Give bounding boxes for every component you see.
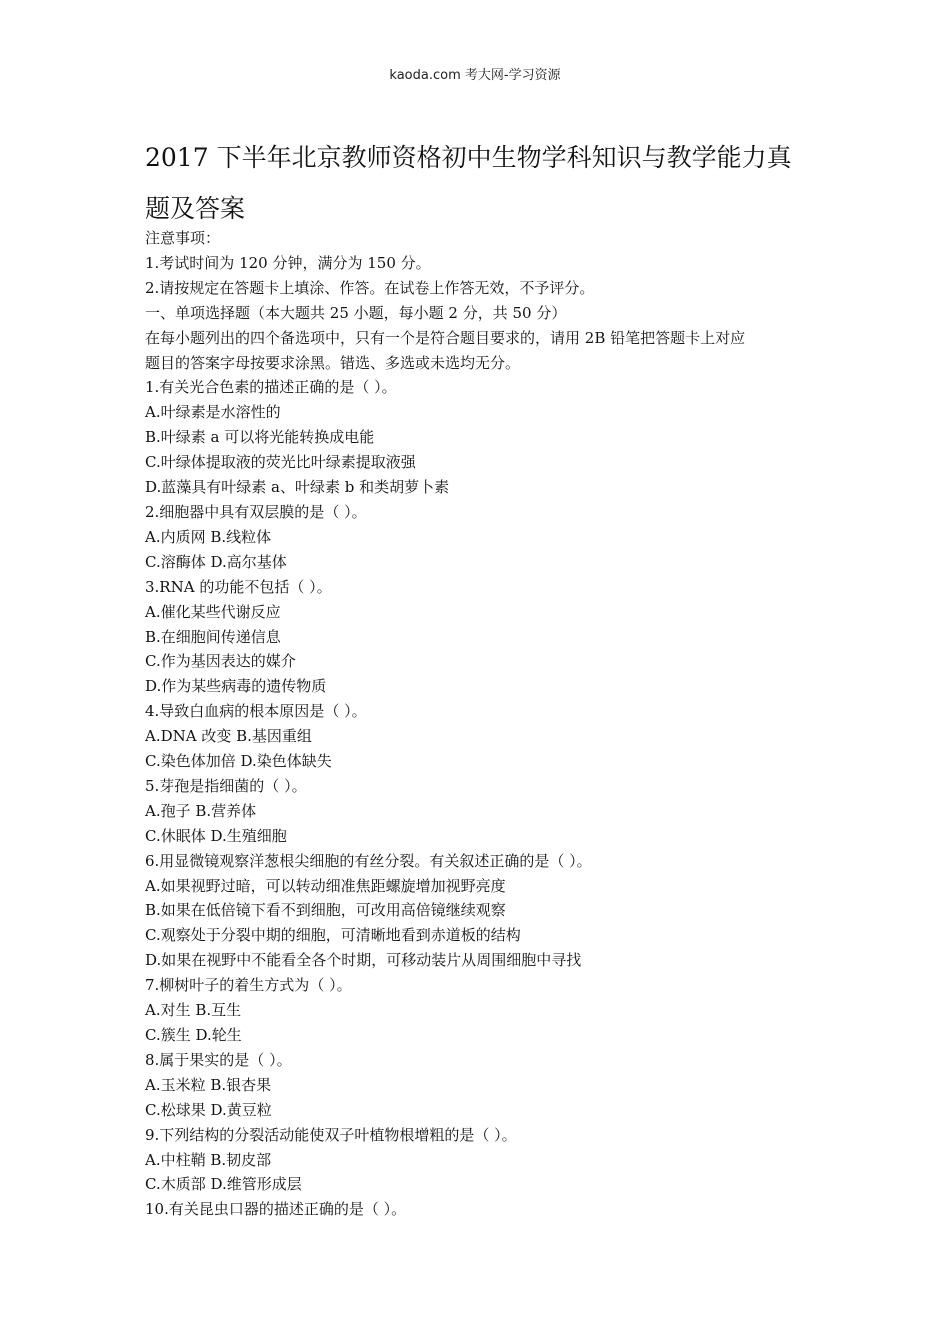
text-line: B.在细胞间传递信息	[145, 627, 281, 646]
text-line: 10.有关昆虫口器的描述正确的是（ ）。	[145, 1200, 407, 1219]
text-line: 4.导致白血病的根本原因是（ ）。	[145, 702, 367, 721]
text-line: D.蓝藻具有叶绿素 a、叶绿素 b 和类胡萝卜素	[145, 478, 450, 497]
text-line: 6.用显微镜观察洋葱根尖细胞的有丝分裂。有关叙述正确的是（ ）。	[145, 851, 592, 870]
text-line: A.内质网 B.线粒体	[145, 527, 272, 546]
text-line: A.如果视野过暗，可以转动细准焦距螺旋增加视野亮度	[145, 876, 506, 895]
text-line: 1.考试时间为 120 分钟，满分为 150 分。	[145, 253, 431, 272]
text-line: 9.下列结构的分裂活动能使双子叶植物根增粗的是（ ）。	[145, 1125, 517, 1144]
text-line: 3.RNA 的功能不包括（ ）。	[145, 577, 332, 596]
text-line: C.簇生 D.轮生	[145, 1026, 242, 1044]
text-line: D.作为某些病毒的遗传物质	[145, 677, 327, 696]
text-line: 7.柳树叶子的着生方式为（ ）。	[145, 976, 352, 995]
text-line: C.染色体加倍 D.染色体缺失	[145, 752, 332, 771]
text-line: A.中柱鞘 B.韧皮部	[145, 1150, 272, 1169]
text-line: 在每小题列出的四个备选项中，只有一个是符合题目要求的，请用 2B 铅笔把答题卡上对应	[145, 328, 746, 347]
title-line-1: 2017 下半年北京教师资格初中生物学科知识与教学能力真	[145, 143, 792, 172]
text-line: A.DNA 改变 B.基因重组	[145, 727, 312, 746]
text-line: 5.芽孢是指细菌的（ ）。	[145, 776, 307, 795]
title-line-2: 题及答案	[145, 194, 246, 223]
text-line: C.观察处于分裂中期的细胞，可清晰地看到赤道板的结构	[145, 926, 521, 945]
text-line: 2.请按规定在答题卡上填涂、作答。在试卷上作答无效，不予评分。	[145, 278, 595, 297]
text-line: A.叶绿素是水溶性的	[145, 403, 281, 422]
text-line: 1.有关光合色素的描述正确的是（ ）。	[145, 378, 397, 397]
text-line: C.松球果 D.黄豆粒	[145, 1100, 272, 1119]
document-title	[145, 132, 825, 234]
text-line: B.叶绿素 a 可以将光能转换成电能	[145, 428, 375, 447]
document-body	[145, 226, 815, 1222]
text-line: C.木质部 D.维管形成层	[145, 1175, 302, 1194]
text-line: C.作为基因表达的媒介	[145, 652, 296, 671]
text-line: 8.属于果实的是（ ）。	[145, 1050, 292, 1069]
text-line: A.对生 B.互生	[145, 1001, 242, 1020]
text-line: 题目的答案字母按要求涂黑。错选、多选或未选均无分。	[145, 353, 521, 372]
text-line: C.溶酶体 D.高尔基体	[145, 552, 287, 571]
text-line: 一、单项选择题（本大题共 25 小题，每小题 2 分，共 50 分）	[145, 303, 567, 322]
text-line: A.孢子 B.营养体	[145, 801, 257, 820]
text-line: 注意事项：	[145, 229, 221, 247]
page-header: kaoda.com 考大网-学习资源	[389, 68, 561, 83]
text-line: C.叶绿体提取液的荧光比叶绿素提取液强	[145, 453, 416, 472]
text-line: C.休眠体 D.生殖细胞	[145, 826, 287, 845]
text-line: B.如果在低倍镜下看不到细胞，可改用高倍镜继续观察	[145, 901, 506, 920]
text-line: A.玉米粒 B.银杏果	[145, 1075, 272, 1094]
text-line: D.如果在视野中不能看全各个时期，可移动装片从周围细胞中寻找	[145, 951, 582, 970]
text-line: 2.细胞器中具有双层膜的是（ ）。	[145, 502, 367, 521]
text-line: A.催化某些代谢反应	[145, 602, 281, 621]
